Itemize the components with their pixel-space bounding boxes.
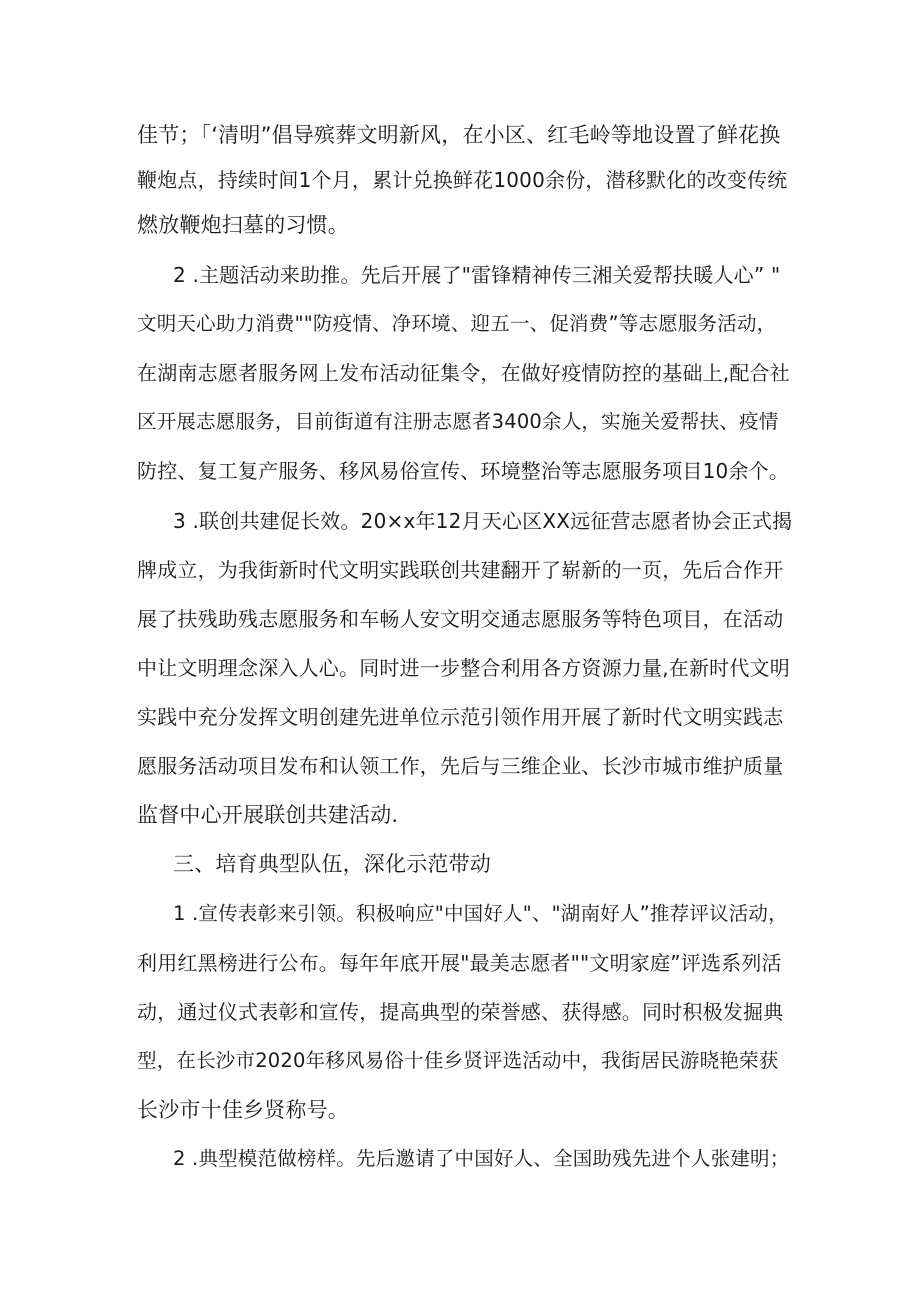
text-line: 2 .主题活动来助推。先后开展了"雷锋精神传三湘关爱帮扶暖人心” " — [173, 263, 781, 287]
text-line: 在湖南志愿者服务网上发布活动征集令，在做好疫情防控的基础上,配合社 — [137, 361, 790, 385]
text-line: 型，在长沙市2020年移风易俗十佳乡贤评选活动中，我街居民游晓艳荣获 — [137, 1049, 779, 1072]
text-line: 2 .典型模范做榜样。先后邀请了中国好人、全国助残先进个人张建明； — [173, 1147, 790, 1170]
text-line: 动，通过仪式表彰和宣传，提高典型的荣誉感、获得感。同时积极发掘典 — [137, 1000, 784, 1024]
text-line: 监督中心开展联创共建活动. — [137, 803, 399, 827]
text-line: 区开展志愿服务，目前街道有注册志愿者3400余人，实施关爱帮扶、疫情 — [137, 410, 779, 433]
section-heading: 三、培育典型队伍，深化示范带动 — [173, 852, 491, 876]
text-line: 佳节；「‘清明”倡导殡葬文明新风，在小区、红毛岭等地设置了鲜花换 — [137, 123, 781, 147]
text-line: 3 .联创共建促长效。20×x年12月天心区XX远征营志愿者协会正式揭 — [173, 509, 793, 533]
text-line: 实践中充分发挥文明创建先进单位示范引领作用开展了新时代文明实践志 — [137, 705, 784, 729]
text-line: 展了扶残助残志愿服务和车畅人安文明交通志愿服务等特色项目，在活动 — [137, 607, 784, 631]
text-line: 燃放鞭炮扫墓的习惯。 — [137, 213, 349, 237]
text-line: 中让文明理念深入人心。同时进一步整合利用各方资源力量,在新时代文明 — [137, 656, 790, 680]
text-line: 牌成立，为我街新时代文明实践联创共建翻开了崭新的一页，先后合作开 — [137, 558, 784, 582]
text-line: 愿服务活动项目发布和认领工作，先后与三维企业、长沙市城市维护质量 — [137, 754, 784, 778]
text-line: 利用红黑榜进行公布。每年年底开展"最美志愿者""文明家庭”评选系列活 — [137, 951, 782, 975]
text-line: 长沙市十佳乡贤称号。 — [137, 1098, 349, 1122]
text-line: 鞭炮点，持续时间1个月，累计兑换鲜花1000余份，潜移默化的改变传统 — [137, 168, 788, 192]
text-line: 文明天心助力消费""防疫情、净环境、迎五一、促消费”等志愿服务活动， — [137, 312, 777, 335]
text-line: 1 .宣传表彰来引领。积极响应"中国好人"、"湖南好人”推荐评议活动， — [173, 902, 788, 925]
text-line: 防控、复工复产服务、移风易俗宣传、环境整治等志愿服务项目10余个。 — [137, 459, 790, 483]
